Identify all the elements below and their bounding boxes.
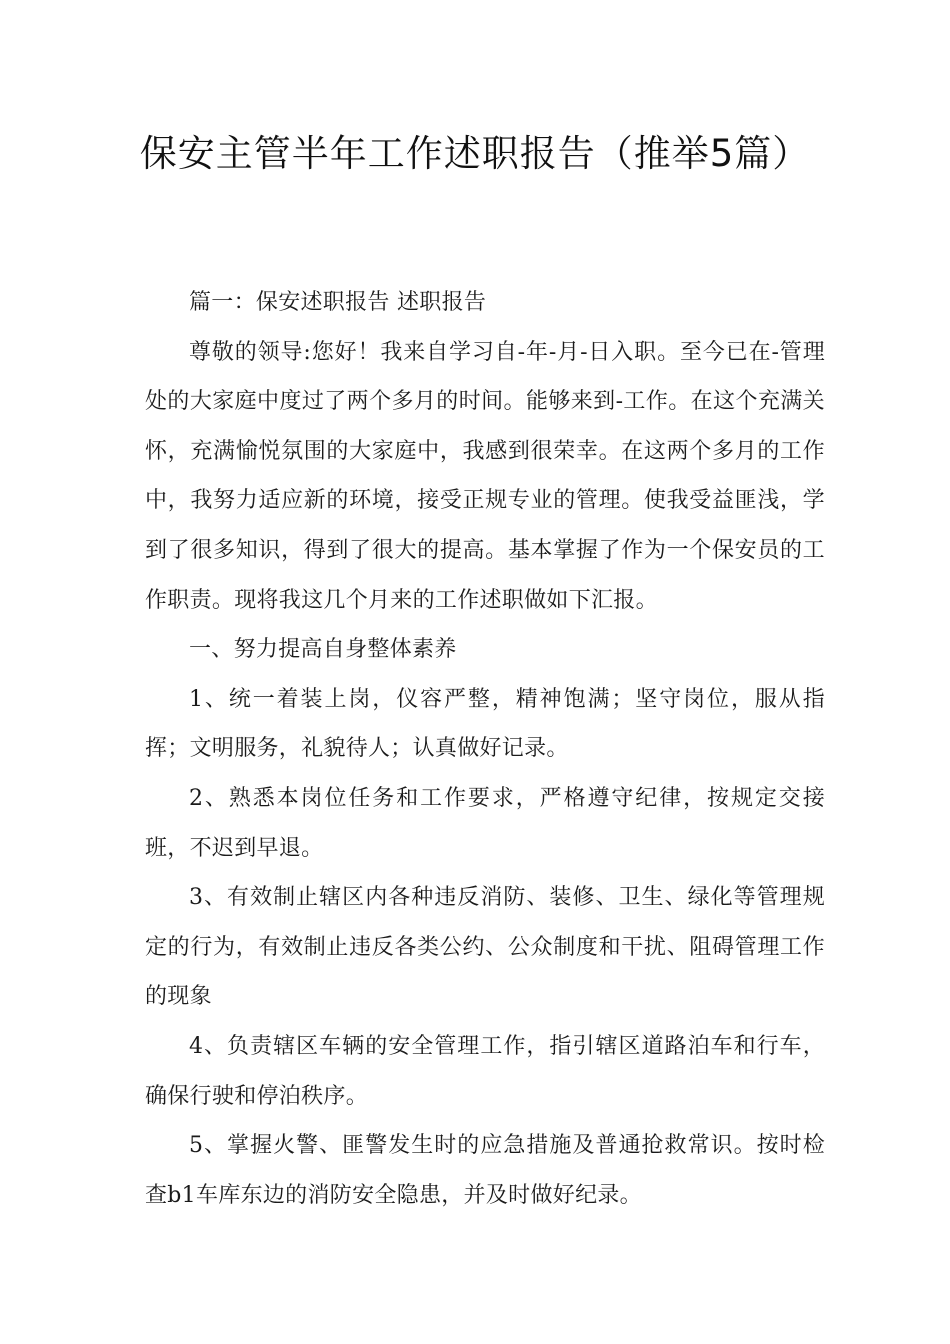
list-item-3: 3、有效制止辖区内各种违反消防、装修、卫生、绿化等管理规定的行为，有效制止违反各类公约、公众制度和干扰、阻碍管理工作的现象 xyxy=(145,885,825,1010)
section-heading-part-one: 篇一：保安述职报告 述职报告 xyxy=(189,290,487,315)
document-title: 保安主管半年工作述职报告（推举5篇） xyxy=(139,132,811,175)
paragraph-greeting: 尊敬的领导:您好！我来自学习自-年-月-日入职。至今已在-管理处的大家庭中度过了两个多月的时间。能够来到-工作。在这个充满关怀，充满愉悦氛围的大家庭中，我感到很荣幸。在这两个多月的工作中，我努力适应新的环境，接受正规专业的管理。使我受益匪浅，学到了很多知识，得到了很大的提高。基本掌握了作为一个保安员的工作职责。现将我这几个月来的工作述职做如下汇报。 xyxy=(145,339,825,613)
list-item-2: 2、熟悉本岗位任务和工作要求，严格遵守纪律，按规定交接班，不迟到早退。 xyxy=(145,785,825,861)
section-heading-one: 一、努力提高自身整体素养 xyxy=(189,637,457,663)
list-item-1: 1、统一着装上岗，仪容严整，精神饱满；坚守岗位，服从指挥；文明服务，礼貌待人；认真做好记录。 xyxy=(145,686,825,762)
list-item-4: 4、负责辖区车辆的安全管理工作，指引辖区道路泊车和行车，确保行驶和停泊秩序。 xyxy=(145,1033,825,1109)
list-item-5: 5、掌握火警、匪警发生时的应急措施及普通抢救常识。按时检查b1车库东边的消防安全隐患，并及时做好纪录。 xyxy=(145,1133,825,1208)
document-body xyxy=(145,278,825,1220)
